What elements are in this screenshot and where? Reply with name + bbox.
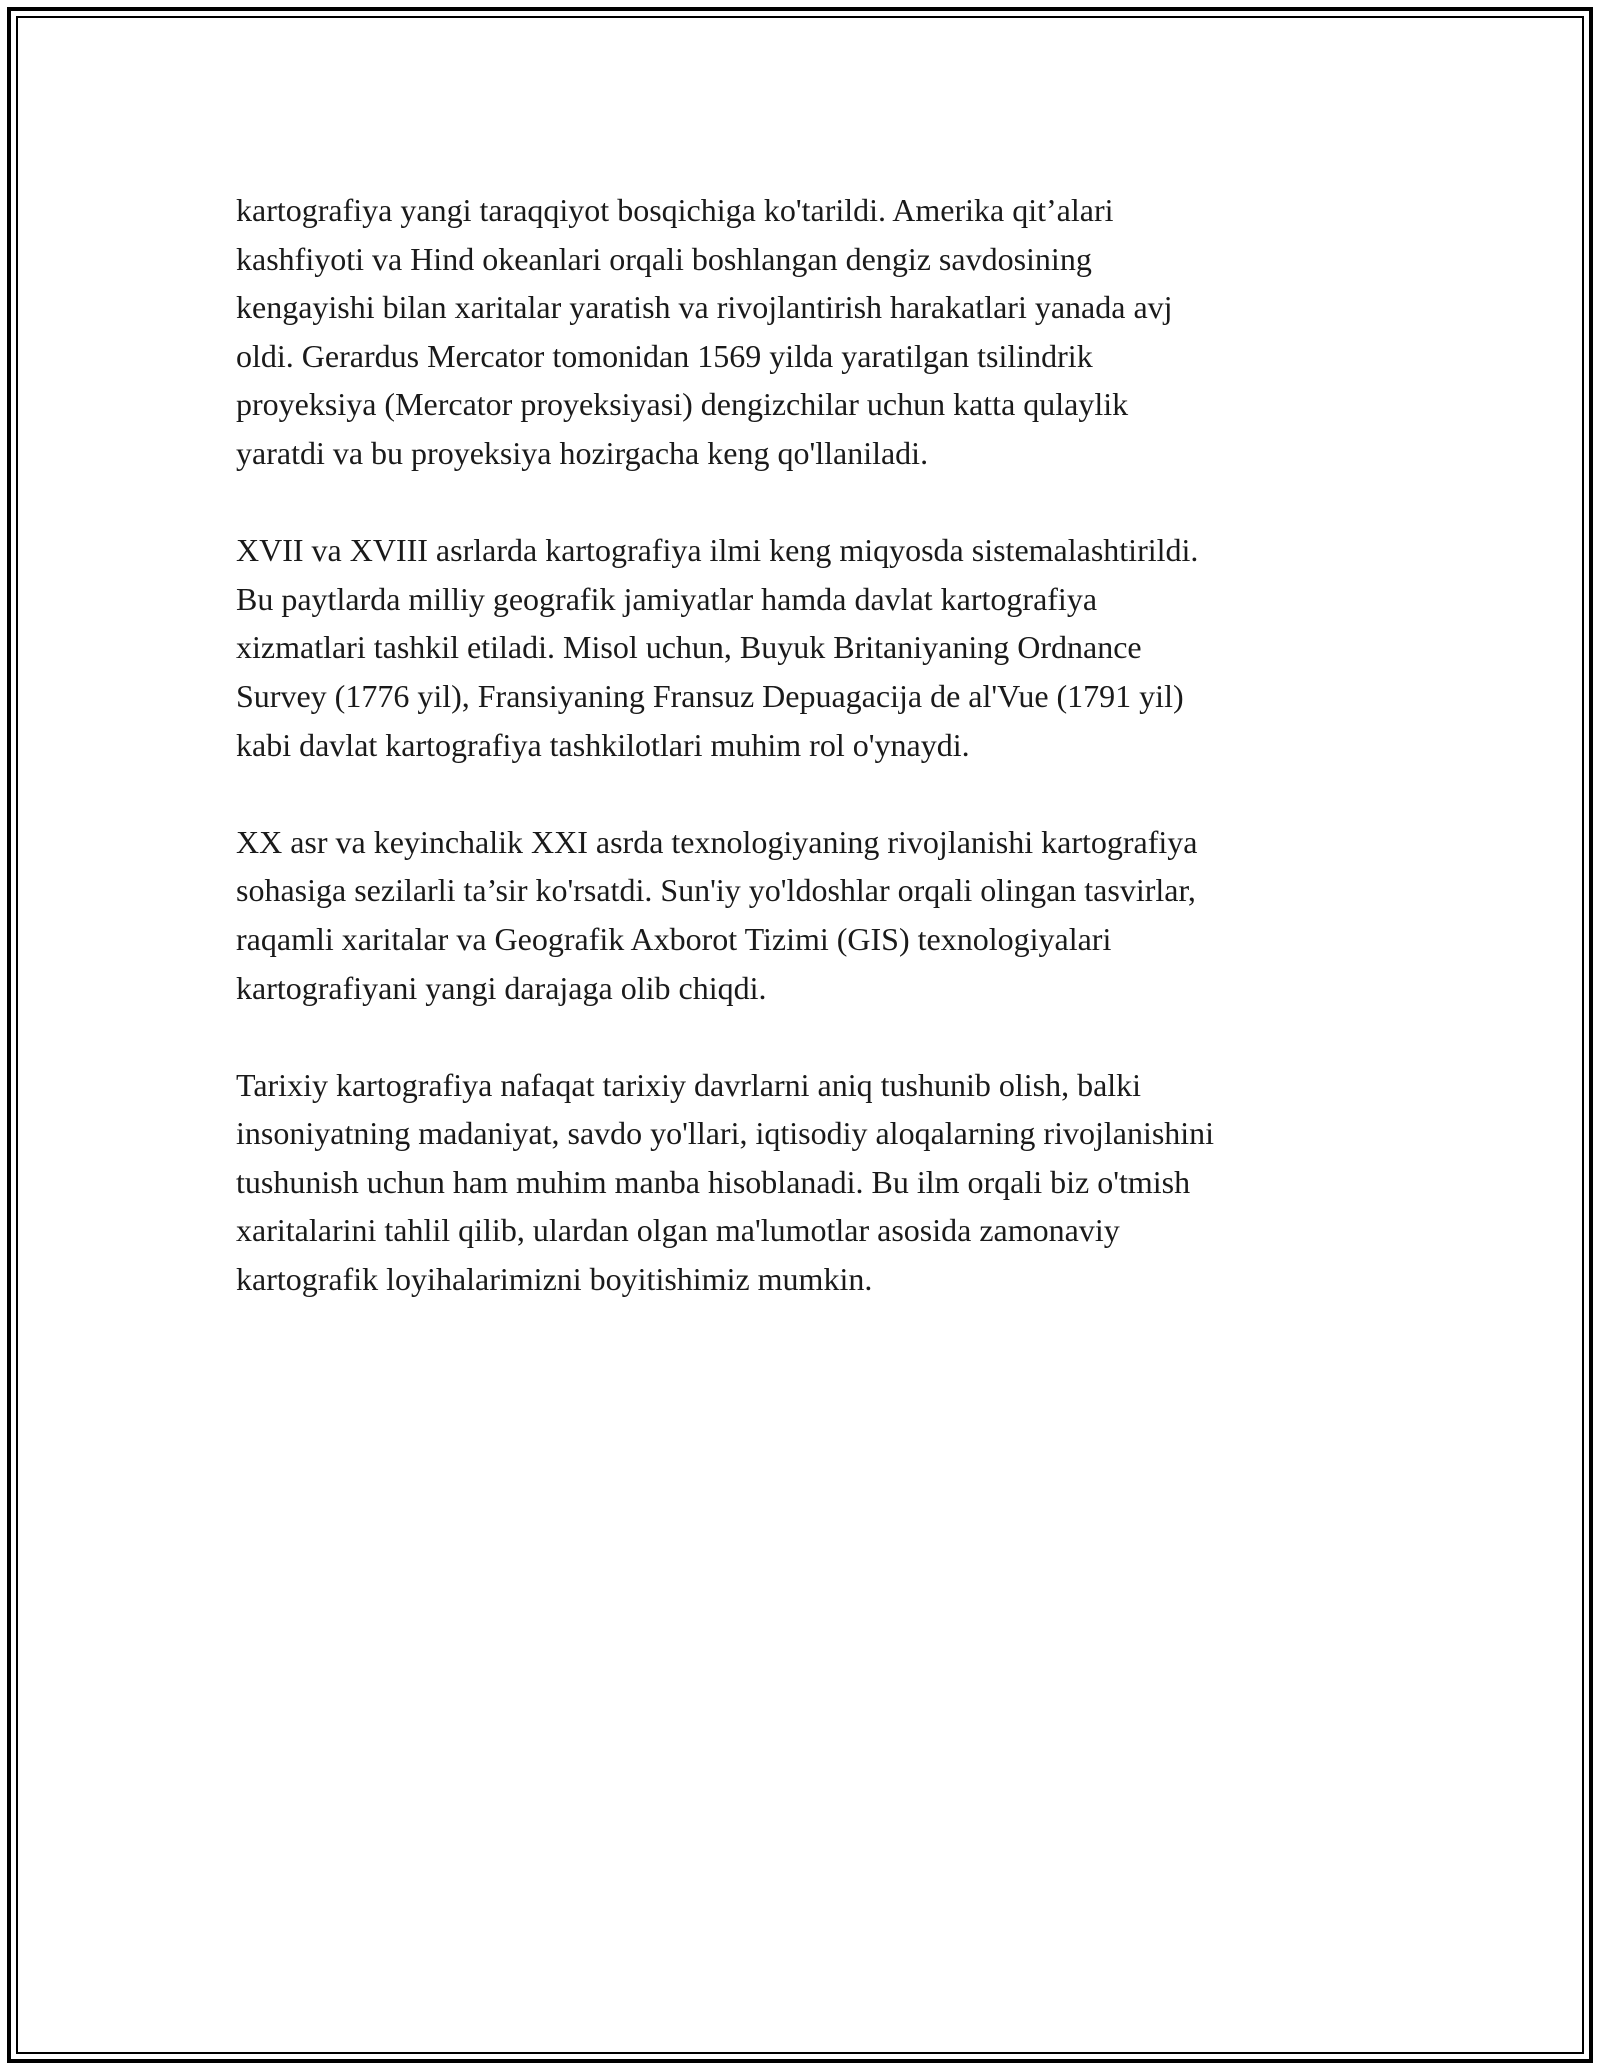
text-line: Survey (1776 yil), Fransiyaning Fransuz Depuagacija de al'Vue (1791 yil) xyxy=(236,677,1184,714)
text-line: raqamli xaritalar va Geografik Axborot Tizimi (GIS) texnologiyalari xyxy=(236,920,1112,957)
paragraph-conclusion xyxy=(236,1061,1376,1304)
text-line: kabi davlat kartografiya tashkilotlari muhim rol o'ynaydi. xyxy=(236,726,970,763)
text-line: kartografiya yangi taraqqiyot bosqichiga ko'tarildi. Amerika qit’alari xyxy=(236,192,1114,228)
text-line: tushunish uchun ham muhim manba hisoblanadi. Bu ilm orqali biz o'tmish xyxy=(236,1163,1191,1200)
text-line: xaritalarini tahlil qilib, ulardan olgan ma'lumotlar asosida zamonaviy xyxy=(236,1212,1120,1249)
text-line: XX asr va keyinchalik XXI asrda texnologiyaning rivojlanishi kartografiya xyxy=(236,823,1198,860)
paragraph-xvii-xviii xyxy=(236,526,1376,769)
text-line: kengayishi bilan xaritalar yaratish va rivojlantirish harakatlari yanada avj xyxy=(236,289,1173,326)
paragraph-xx-xxi xyxy=(236,818,1376,1012)
text-line: kartografiyani yangi darajaga olib chiqdi. xyxy=(236,969,767,1006)
text-line: proyeksiya (Mercator proyeksiyasi) dengizchilar uchun katta qulaylik xyxy=(236,386,1129,423)
text-line: Bu paytlarda milliy geografik jamiyatlar hamda davlat kartografiya xyxy=(236,580,1098,617)
text-line: sohasiga sezilarli ta’sir ko'rsatdi. Sun'iy yo'ldoshlar orqali olingan tasvirlar, xyxy=(236,872,1196,909)
text-line: Tarixiy kartografiya nafaqat tarixiy davrlarni aniq tushunib olish, balki xyxy=(236,1066,1142,1103)
text-line: yaratdi va bu proyeksiya hozirgacha keng qo'llaniladi. xyxy=(236,434,929,471)
text-line: kartografik loyihalarimizni boyitishimiz mumkin. xyxy=(236,1261,873,1298)
document-body xyxy=(236,186,1376,1304)
text-line: xizmatlari tashkil etiladi. Misol uchun, Buyuk Britaniyaning Ordnance xyxy=(236,629,1142,666)
text-line: kashfiyoti va Hind okeanlari orqali boshlangan dengiz savdosining xyxy=(236,240,1092,277)
text-line: insoniyatning madaniyat, savdo yo'llari, iqtisodiy aloqalarning rivojlanishini xyxy=(236,1115,1215,1152)
text-line: XVII va XVIII asrlarda kartografiya ilmi keng miqyosda sistemalashtirildi. xyxy=(236,532,1199,569)
text-line: oldi. Gerardus Mercator tomonidan 1569 yilda yaratilgan tsilindrik xyxy=(236,337,1093,374)
paragraph-mercator xyxy=(236,186,1376,478)
